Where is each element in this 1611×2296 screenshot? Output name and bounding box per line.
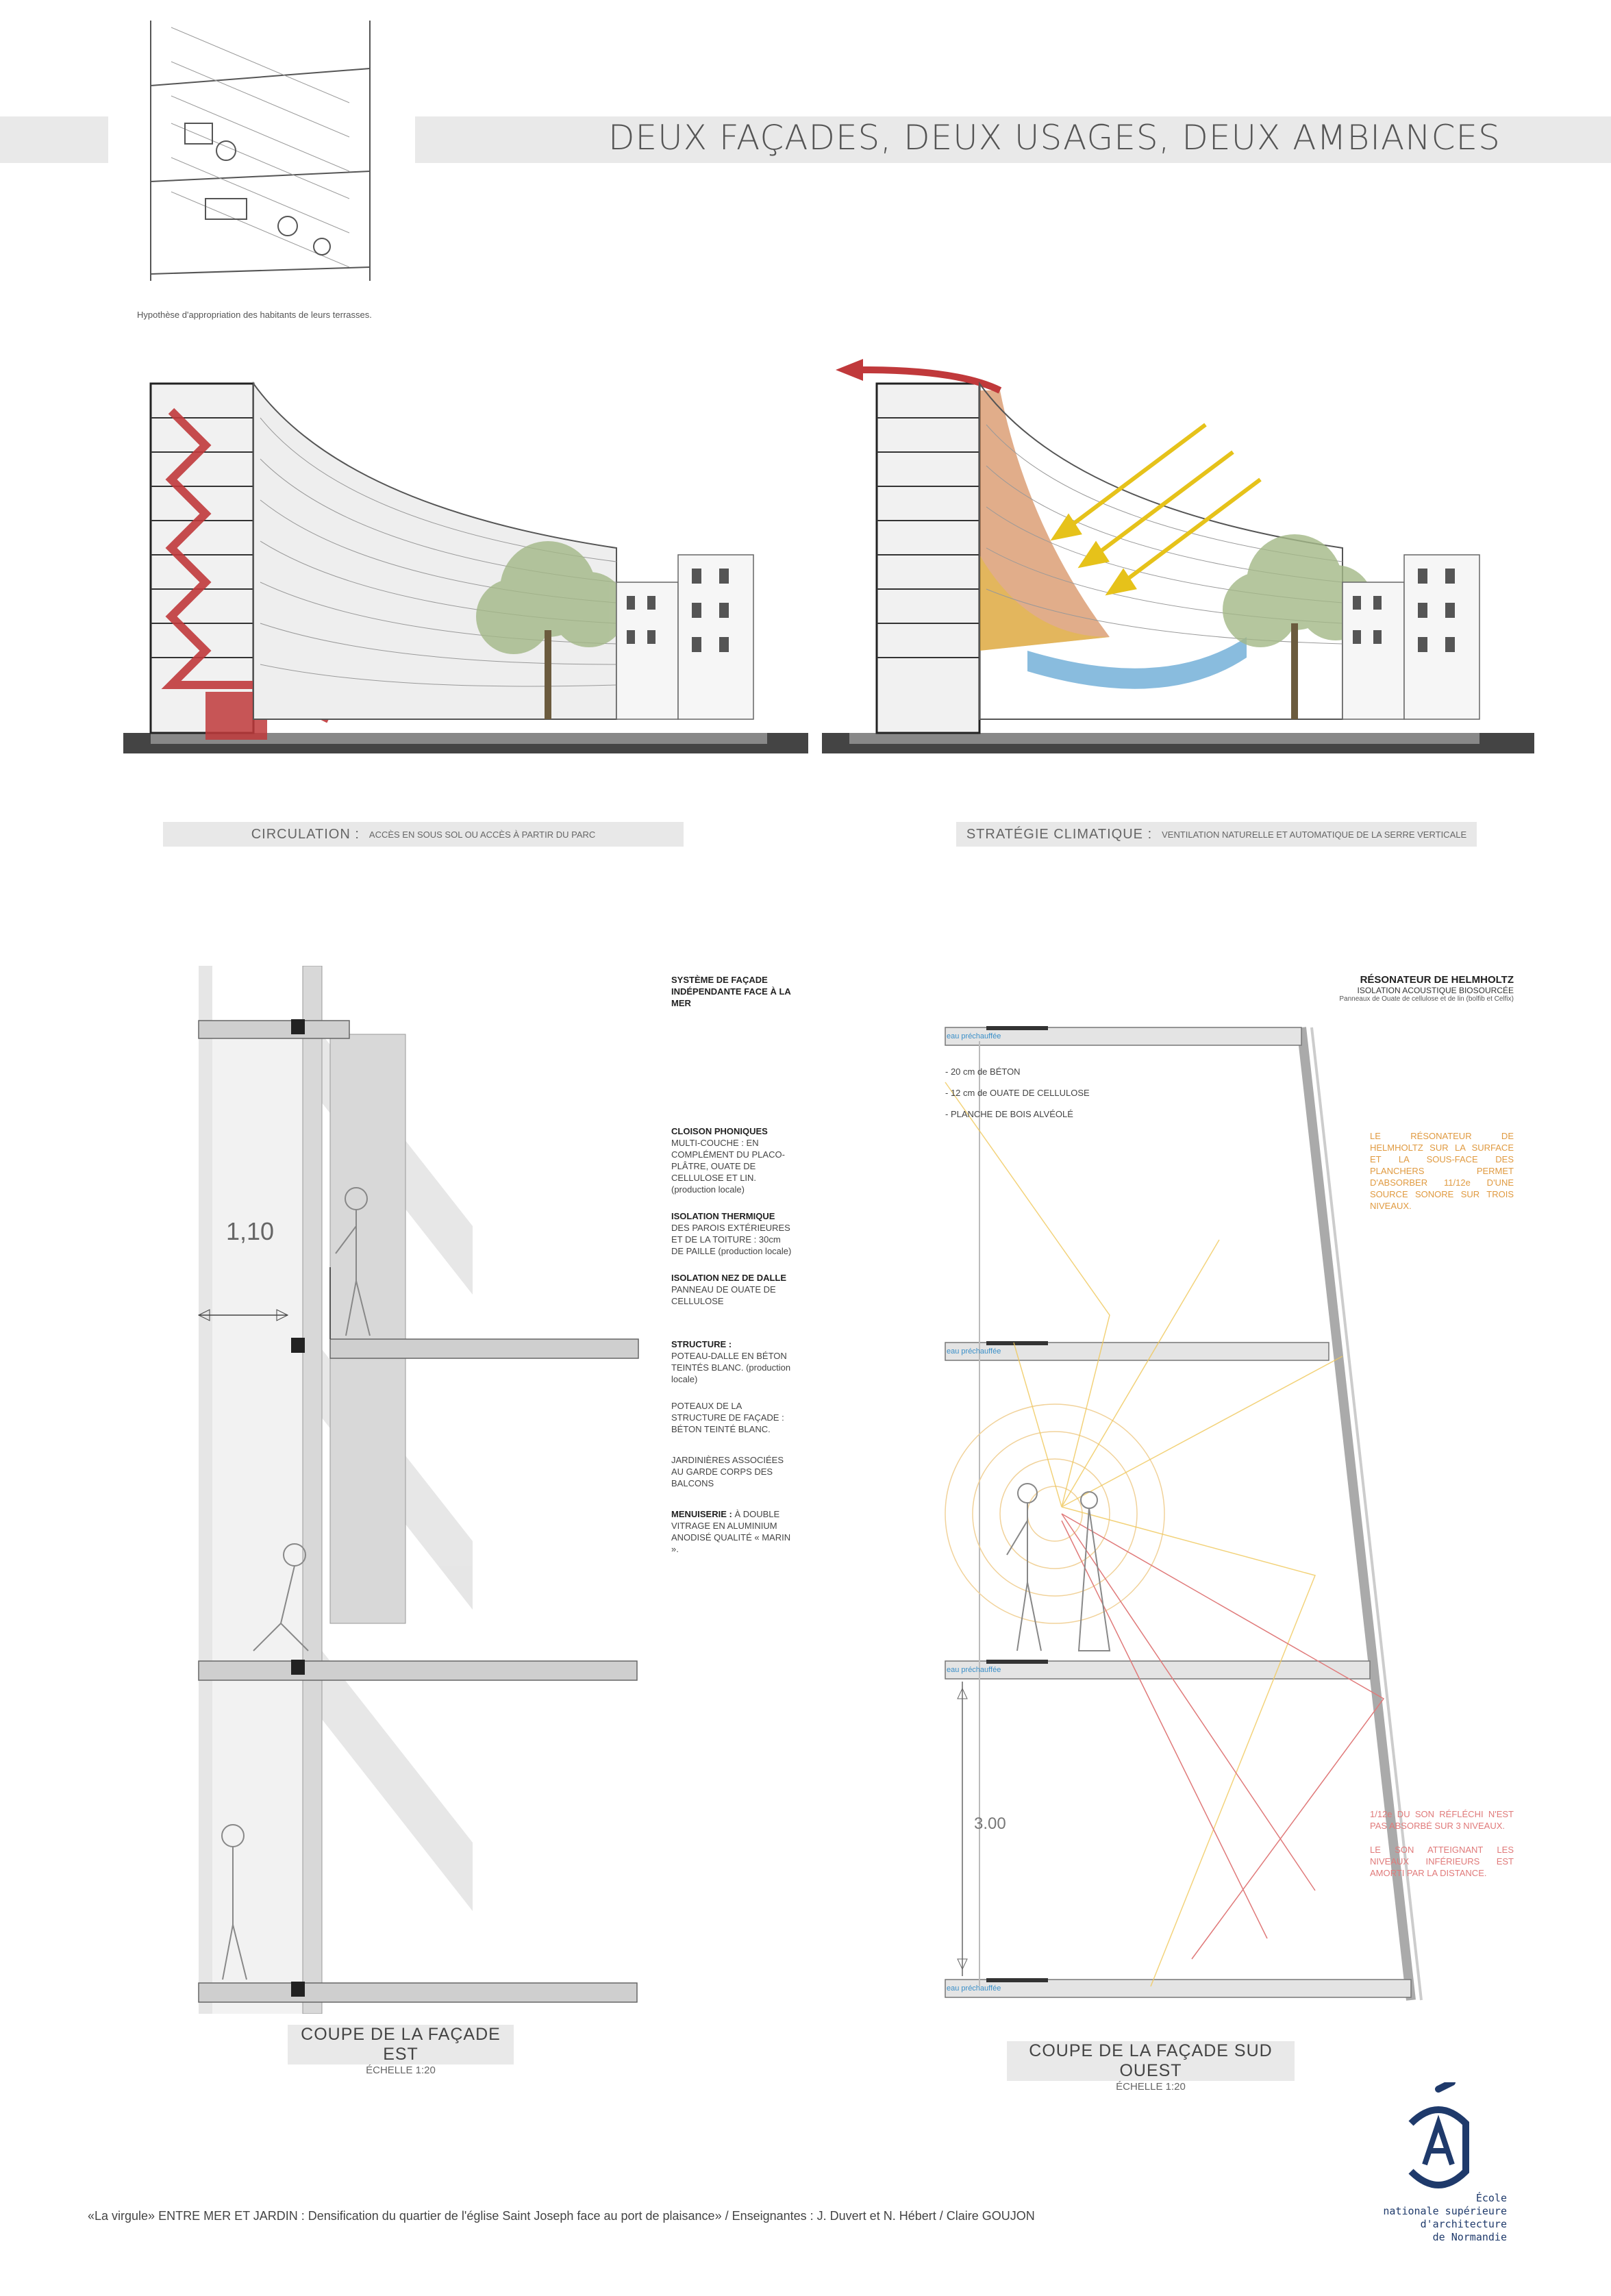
layer-ouate: - 12 cm de OUATE DE CELLULOSE (945, 1088, 1090, 1098)
school-line-3: d'architecture (1420, 2218, 1507, 2230)
note-isolation-thermique: ISOLATION THERMIQUE DES PAROIS EXTÉRIEURES ET DE LA TOITURE : 30cm DE PAILLE (production locale) (671, 1211, 792, 1256)
east-section-scale: ÉCHELLE 1:20 (366, 2064, 436, 2076)
sw-title-block (1007, 2041, 1295, 2093)
slab-label-2: eau préchauffée (947, 1347, 1001, 1356)
climat-text: VENTILATION NATURELLE ET AUTOMATIQUE DE LA SERRE VERTICALE (1162, 829, 1467, 840)
note-structure: STRUCTURE : POTEAU-DALLE EN BÉTON TEINTÉS BLANC. (production locale) (671, 1339, 791, 1384)
sw-subnote: Panneaux de Ouate de cellulose et de lin (bolfib et Celfix) (1339, 995, 1514, 1003)
sw-section-title: COUPE DE LA FAÇADE SUD OUEST (1007, 2041, 1295, 2081)
caption-circulation (163, 822, 684, 847)
reflection-note-2: LE SON ATTEIGNANT LES NIVEAUX INFÉRIEURS EST AMORTI PAR LA DISTANCE. (1370, 1845, 1514, 1878)
east-dimension: 1,10 (226, 1217, 275, 1245)
school-name (1356, 2192, 1507, 2244)
note-menuiserie: MENUISERIE : À DOUBLE VITRAGE EN ALUMINIUM ANODISÉ QUALITÉ « MARIN ». (671, 1509, 791, 1554)
caption-climate (956, 822, 1477, 847)
school-line-1: École (1475, 2192, 1507, 2204)
footer-credits: «La virgule» ENTRE MER ET JARDIN : Densification du quartier de l'église Saint Joseph face au port de plaisance» / Enseignantes : J. Duvert et N. Hébert / Claire GOUJON (88, 2209, 1035, 2223)
header-band-left (0, 116, 108, 163)
slab-label-3: eau préchauffée (947, 1666, 1001, 1674)
sw-subheading: ISOLATION ACOUSTIQUE BIOSOURCÉE (1357, 986, 1514, 995)
east-section-title: COUPE DE LA FAÇADE EST (288, 2025, 514, 2064)
helmholtz-note: LE RÉSONATEUR DE HELMHOLTZ SUR LA SURFACE ET LA SOUS-FACE DES PLANCHERS PERMET D'ABSORBER 11/12e D'UNE SOURCE SONORE SUR TROIS NIVEAUX. (1370, 1131, 1514, 1211)
layer-planche: - PLANCHE DE BOIS ALVÉOLÉ (945, 1109, 1073, 1119)
east-facade-section (144, 966, 658, 2014)
note-facade-system: SYSTÈME DE FAÇADE INDÉPENDANTE FACE À LA MER (671, 975, 791, 1008)
note-poteaux: POTEAUX DE LA STRUCTURE DE FAÇADE : BÉTON TEINTÉ BLANC. (671, 1401, 784, 1434)
school-line-4: de Normandie (1432, 2231, 1507, 2243)
east-title-block (288, 2025, 514, 2076)
circulation-label: CIRCULATION : (251, 826, 360, 842)
page-title: DEUX FAÇADES, DEUX USAGES, DEUX AMBIANCES (608, 118, 1501, 158)
layer-beton: - 20 cm de BÉTON (945, 1066, 1021, 1077)
sketch-caption: Hypothèse d'appropriation des habitants de leurs terrasses. (137, 310, 372, 320)
school-logo-icon (1397, 2082, 1479, 2199)
section-climate (822, 349, 1534, 788)
note-jardinieres: JARDINIÈRES ASSOCIÉES AU GARDE CORPS DES BALCONS (671, 1455, 784, 1488)
sw-dimension: 3.00 (974, 1814, 1006, 1833)
slab-label-4: eau préchauffée (947, 1984, 1001, 1993)
sw-heading: RÉSONATEUR DE HELMHOLTZ (1360, 974, 1514, 986)
sw-layers (945, 1066, 1151, 1120)
note-cloison: CLOISON PHONIQUES MULTI-COUCHE : EN COMPLÉMENT DU PLACO-PLÂTRE, OUATE DE CELLULOSE ET LIN. (production locale) (671, 1126, 785, 1195)
reflection-note-1: 1/12e DU SON RÉFLÉCHI N'EST PAS ABSORBÉ SUR 3 NIVEAUX. (1370, 1809, 1514, 1831)
east-notes (671, 974, 795, 1555)
section-circulation (123, 363, 808, 781)
slab-label-1: eau préchauffée (947, 1032, 1001, 1040)
note-nez-de-dalle: ISOLATION NEZ DE DALLE PANNEAU DE OUATE DE CELLULOSE (671, 1273, 787, 1306)
school-line-2: nationale supérieure (1383, 2205, 1507, 2217)
terrace-sketch (144, 21, 377, 288)
circulation-text: ACCÈS EN SOUS SOL OU ACCÈS À PARTIR DU PARC (369, 829, 596, 840)
sw-heading-block (1267, 974, 1514, 1003)
sw-section-scale: ÉCHELLE 1:20 (1116, 2081, 1186, 2093)
climat-label: STRATÉGIE CLIMATIQUE : (966, 826, 1153, 842)
